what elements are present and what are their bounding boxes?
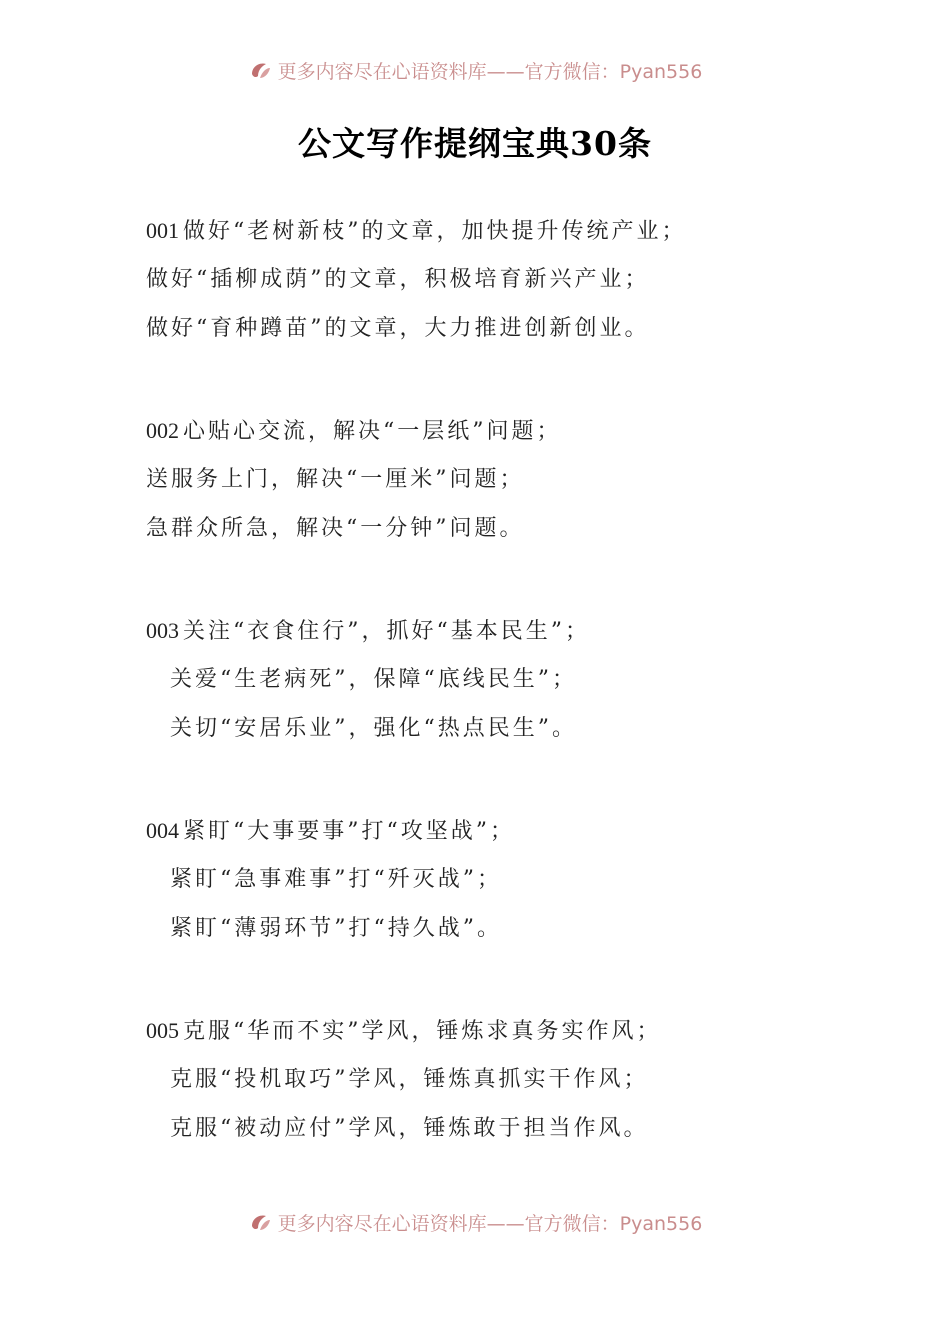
- section-line: 005 克服“华而不实”学风，锤炼求真务实作风；: [146, 1018, 662, 1044]
- section-number: 005: [146, 1018, 179, 1043]
- header-watermark: [0, 55, 950, 85]
- section-line: 关切“安居乐业”，强化“热点民生”。: [170, 716, 577, 741]
- section-number: 002: [146, 418, 179, 443]
- section-number: 003: [146, 618, 179, 643]
- section-line: 做好“插柳成荫”的文章，积极培育新兴产业；: [146, 267, 650, 292]
- section-line: 做好“育种蹲苗”的文章，大力推进创新创业。: [146, 316, 650, 341]
- section-line: 关爱“生老病死”，保障“底线民生”；: [170, 667, 577, 692]
- document-title: 公文写作提纲宝典30条: [298, 124, 652, 163]
- section-line: 急群众所急，解决“一分钟”问题。: [146, 516, 525, 541]
- section-line: 004 紧盯“大事要事”打“攻坚战”；: [146, 818, 515, 844]
- section-line: 003 关注“衣食住行”，抓好“基本民生”；: [146, 618, 590, 644]
- section-line: 送服务上门，解决“一厘米”问题；: [146, 467, 525, 492]
- section-line: 克服“投机取巧”学风，锤炼真抓实干作风；: [170, 1067, 649, 1092]
- section-003: [146, 606, 866, 806]
- section-line: 紧盯“薄弱环节”打“持久战”。: [170, 916, 502, 941]
- document-body: [146, 206, 866, 1206]
- section-line: 002 心贴心交流，解决“一层纸”问题；: [146, 418, 562, 444]
- watermark-text: 更多内容尽在心语资料库——官方微信：Pyan556: [277, 60, 703, 83]
- section-line: 紧盯“急事难事”打“歼灭战”；: [170, 867, 502, 892]
- watermark-text: 更多内容尽在心语资料库——官方微信：Pyan556: [277, 1212, 703, 1235]
- section-number: 004: [146, 818, 179, 843]
- section-line: 001 做好“老树新枝”的文章，加快提升传统产业；: [146, 218, 687, 244]
- footer-watermark: [0, 1207, 950, 1237]
- watermark-logo-icon: [248, 58, 272, 82]
- section-line: 克服“被动应付”学风，锤炼敢于担当作风。: [170, 1116, 649, 1141]
- section-002: [146, 406, 866, 606]
- section-004: [146, 806, 866, 1006]
- section-005: [146, 1006, 866, 1206]
- watermark-logo-icon: [248, 1210, 272, 1234]
- section-number: 001: [146, 218, 179, 243]
- section-001: [146, 206, 866, 406]
